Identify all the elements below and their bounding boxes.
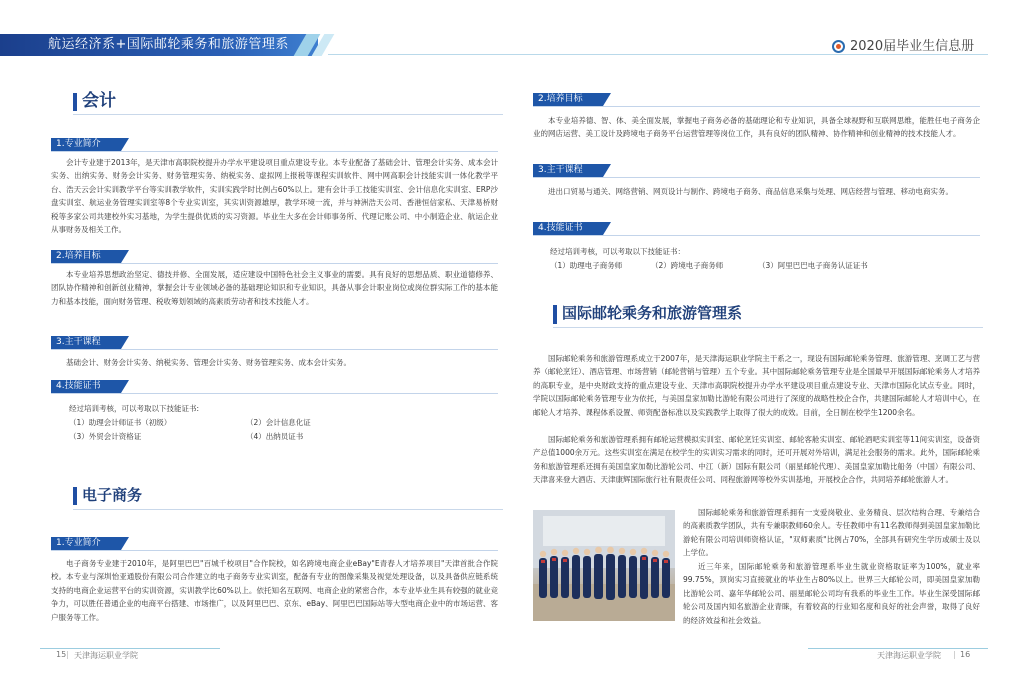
footer-rule-left: [40, 648, 220, 649]
footer-page-number-right: 16: [960, 650, 971, 659]
section-title-accounting: 会计: [82, 91, 116, 111]
ecommerce-goal-text: 本专业培养德、智、体、美全面发展，掌握电子商务必备的基础理论和专业知识，具备全球视野和互联网思维，能胜任电子商务企业的网店运营、美工设计及跨境电子商务平台运营管理等岗位工作，具有良好的团队精神、协作精神和创业精神的技术技能人才。: [533, 116, 980, 139]
cruise-paragraph: 国际邮轮乘务和旅游管理系成立于2007年，是天津海运职业学院主干系之一，现设有国际邮轮乘务管理、旅游管理、烹调工艺与营养（邮轮烹饪）、酒店管理、市场营销（邮轮营销与管理）五个专业。其中国际邮轮乘务管理专业是全国最早开展国际邮轮乘务人才培养的高职专业，是中央财政支持的重点建设专业、天津市高职院校提升办学水平建设项目重点建设专业、天津市国际化试点专业。同时，学院以国际邮轮乘务管理专业为依托，与美国皇家加勒比游轮有限公司进行了深度的战略性校企合作，共建国际邮轮人才培训中心，在邮轮人才培养、课程体系设置、师资配备标准以及实践教学上取得了很大的成效。目前，全日制在校学生1200余名。: [533, 354, 980, 417]
subsection-rule: [51, 393, 498, 394]
subsection-label: 3.主干课程: [533, 164, 603, 177]
cert-item: （3）外贸会计资格证: [69, 432, 142, 441]
footer-page-number-left: 15: [56, 650, 67, 659]
footer-separator: |: [66, 650, 69, 659]
subsection-rule: [51, 151, 498, 152]
cert-item: （1）助理电子商务师: [550, 261, 623, 270]
ecommerce-intro-text: 电子商务专业建于2010年，是阿里巴巴"百城千校项目"合作院校，如名跨境电商企业eBay"E青春人才培养项目"天津首批合作院校。本专业与深圳怡亚通股份有限公司合作建立的电子商务专业实训室，配备有专业的图像采集及视觉处理设备，以及具备供应链系统支持的电商企业运营平台的实训资源，实训教学比60%以上。依托知名互联网、电商企业的紧密合作，本专业毕业生具有较强的就业竞争力，可以胜任普通企业的电商平台搭建、市场推广，以及阿里巴巴、京东、eBay、阿里巴巴国际站等大型电商企业中的市场运营、客户服务等工作。: [51, 559, 498, 622]
section-title-cruise: 国际邮轮乘务和旅游管理系: [562, 304, 743, 322]
cert-item: （3）阿里巴巴电子商务认证证书: [758, 261, 868, 270]
cruise-paragraph: 近三年来，国际邮轮乘务和旅游管理系毕业生就业资格取证率为100%，就业率99.75%，顶岗实习直接就业的毕业生占80%以上。世界三大邮轮公司，即美国皇家加勒比游轮公司、嘉年华邮轮公司、丽星邮轮公司均有我系的毕业生工作。毕业生深受国际邮轮公司及国内知名旅游企业青睐，有着较高的行业知名度和良好的社会声誉，取得了良好的经济效益和社会效益。: [683, 562, 980, 625]
subsection-label: 2.培养目标: [51, 250, 121, 263]
header-department-title: 航运经济系+国际邮轮乘务和旅游管理系: [48, 37, 289, 52]
subsection-rule: [51, 263, 498, 264]
subsection-rule: [533, 235, 980, 236]
accounting-cert-intro: 经过培训考核，可以考取以下技能证书:: [69, 404, 200, 413]
subsection-label: 1.专业简介: [51, 537, 121, 550]
accounting-course-text: 基础会计、财务会计实务、纳税实务、管理会计实务、财务管理实务、成本会计实务。: [66, 358, 351, 367]
subsection-rule: [533, 177, 980, 178]
cert-item: （2）跨境电子商务师: [651, 261, 724, 270]
subsection-label: 4.技能证书: [533, 222, 603, 235]
header-booklet-title: 2020届毕业生信息册: [850, 39, 975, 54]
ecommerce-course-text: 进出口贸易与通关、网络营销、网页设计与制作、跨境电子商务、商品信息采集与处理、网店经营与管理、移动电商实务。: [548, 187, 953, 196]
section-title-ecommerce: 电子商务: [82, 486, 143, 504]
section-marker: [73, 487, 77, 505]
school-logo-icon: [832, 40, 845, 53]
section-marker: [73, 93, 77, 111]
accounting-intro-text: 会计专业建于2013年，是天津市高职院校提升办学水平建设项目重点建设专业。本专业配备了基础会计、管理会计实务、成本会计实务、出纳实务、财务会计实务、财务管理实务、纳税实务、虚拟网上报税等课程实训软件、网中网高职会计技能实训一体化教学平台、浩天云会计实训教学平台等实训教学软件，实训实践学时比例占60%以上。建有会计手工技能实训室、会计信息化实训室、ERP沙盘实训室、航运业务管理实训室等8个专业实训室，其实训资源雄厚，教学环境一流，并与神洲浩天公司、香港恒信家私、天津易桥财税等多家公司共建校外实习基地，为学生提供优质的实习资源。毕业生大多在会计师事务所、代理记账公司、中小制造企业、航运企业从事财务及相关工作。: [51, 158, 498, 235]
subsection-rule: [51, 349, 498, 350]
team-photo-illustration: [533, 510, 675, 621]
subsection-rule: [533, 106, 980, 107]
cert-item: （4）出纳员证书: [246, 432, 304, 441]
accounting-goal-text: 本专业培养思想政治坚定、德技并修、全面发展，适应建设中国特色社会主义事业的需要。具有良好的思想品质、职业道德修养、团队协作精神和创新创业精神，掌握会计专业领域必备的基础理论知识和专业知识，具备从事会计职业岗位或岗位群实际工作的基本能力和基本技能，面向财务管理、税收筹划领域的高素质劳动者和技术技能人才。: [51, 270, 498, 306]
cruise-team-photo: [533, 510, 675, 621]
cruise-paragraph: 国际邮轮乘务和旅游管理系拥有一支爱岗敬业、业务精良、层次结构合理、专兼结合的高素质教学团队，共有专兼职教师60余人。专任教师中有11名教师得到美国皇家加勒比游轮有限公司培训师资格认证，"双师素质"比例占70%，全部具有研究生学历或硕士及以上学位。: [683, 508, 980, 558]
subsection-label: 1.专业简介: [51, 138, 121, 151]
footer-rule-right: [808, 648, 988, 649]
footer-school-right: 天津海运职业学院: [877, 651, 941, 660]
section-rule: [553, 327, 983, 328]
section-rule: [73, 114, 503, 115]
cruise-paragraph: 国际邮轮乘务和旅游管理系拥有邮轮运营模拟实训室、邮轮烹饪实训室、邮轮客舱实训室、邮轮酒吧实训室等11间实训室，设备资产总值1000余万元。这些实训室在满足在校学生的实训实习需求的同时，还可开展对外培训，满足社会服务的需求。此外，国际邮轮乘务和旅游管理系还拥有美国皇家加勒比游轮公司、中江（新）国际有限公司（丽星邮轮代理）、美国皇家加勒比船务（中国）有限公司、天津喜来登大酒店、天津康辉国际旅行社有限责任公司、同程旅游网等校外实训基地，开展校企合作，共同培养邮轮旅游人才。: [533, 435, 980, 485]
subsection-label: 3.主干课程: [51, 336, 121, 349]
footer-separator: |: [953, 650, 956, 659]
subsection-rule: [51, 550, 498, 551]
section-rule: [73, 509, 503, 510]
ecommerce-cert-intro: 经过培训考核，可以考取以下技能证书：: [550, 247, 685, 256]
section-marker: [553, 305, 557, 324]
footer-school-left: 天津海运职业学院: [74, 651, 138, 660]
subsection-label: 2.培养目标: [533, 93, 603, 106]
cert-item: （2）会计信息化证: [246, 418, 311, 427]
subsection-label: 4.技能证书: [51, 380, 121, 393]
cert-item: （1）助理会计师证书（初级）: [69, 418, 172, 427]
